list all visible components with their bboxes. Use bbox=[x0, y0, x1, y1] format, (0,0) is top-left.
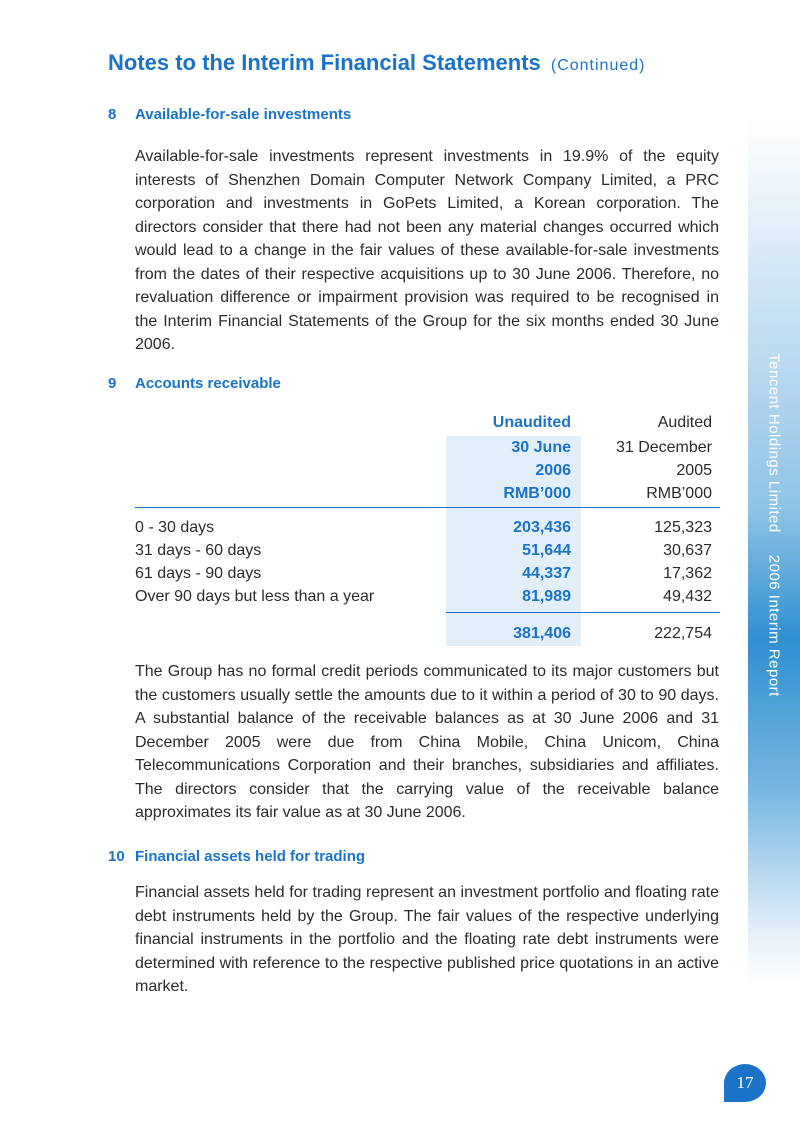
section-9-title: Accounts receivable bbox=[135, 375, 281, 392]
col-2006-year: 2006 bbox=[535, 462, 571, 479]
col-2006-unit: RMB’000 bbox=[503, 485, 571, 502]
table-row-2006-value: 44,337 bbox=[522, 565, 571, 582]
table-row-label: 0 - 30 days bbox=[135, 519, 215, 536]
col-2006-status: Unaudited bbox=[492, 414, 571, 431]
section-8-title: Available-for-sale investments bbox=[135, 106, 352, 123]
section-8-number: 8 bbox=[108, 106, 117, 123]
section-9-paragraph: The Group has no formal credit periods communicated to its major customers but the customers usually settle the amounts due to it within a period of 30 to 90 days. A substantial balance of the receivable balances as at 30 June 2006 and 31 December 2005 were due from China Mobile, China Unicom, China Telecommunications Corporation and their branches, subsidiaries and affiliates. The directors consider that the carrying value of the receivable balance approximates its fair value as at 30 June 2006. bbox=[135, 663, 719, 821]
page-title-continued: (Continued) bbox=[550, 57, 646, 74]
table-row-label: Over 90 days but less than a year bbox=[135, 588, 375, 605]
table-total-2005: 222,754 bbox=[654, 625, 712, 642]
section-10-title: Financial assets held for trading bbox=[135, 848, 366, 865]
col-2005-status: Audited bbox=[657, 414, 712, 431]
col-2005-unit: RMB’000 bbox=[646, 485, 712, 502]
section-9-number: 9 bbox=[108, 375, 117, 392]
table-row-2005-value: 30,637 bbox=[663, 542, 712, 559]
table-row-2006-value: 81,989 bbox=[522, 588, 571, 605]
col-2005-date: 31 December bbox=[615, 439, 712, 456]
table-total-2006: 381,406 bbox=[513, 625, 571, 642]
section-10-paragraph: Financial assets held for trading represent an investment portfolio and floating rate debt instruments held by the Group. The fair values of the respective underlying financial instruments in the portfolio and the floating rate debt instruments were determined with reference to the respective published price quotations in an active market. bbox=[135, 884, 719, 995]
section-10-number: 10 bbox=[108, 848, 125, 865]
side-report-name: 2006 Interim Report bbox=[765, 554, 783, 697]
table-row-label: 31 days - 60 days bbox=[135, 542, 262, 559]
table-row-2006-value: 203,436 bbox=[513, 519, 571, 536]
table-total-rule bbox=[446, 612, 720, 613]
page-title-text: Notes to the Interim Financial Statements bbox=[108, 50, 541, 75]
page-number: 17 bbox=[736, 1073, 754, 1092]
col-2006-date: 30 June bbox=[511, 439, 571, 456]
table-row-label: 61 days - 90 days bbox=[135, 565, 262, 582]
table-row-2005-value: 125,323 bbox=[654, 519, 712, 536]
table-row-2006-value: 51,644 bbox=[522, 542, 571, 559]
page-title bbox=[108, 50, 645, 76]
col-2005-year: 2005 bbox=[676, 462, 712, 479]
page-number-badge bbox=[724, 1064, 766, 1102]
side-running-title bbox=[766, 353, 783, 697]
table-header-rule bbox=[135, 507, 720, 508]
table-row-2005-value: 17,362 bbox=[663, 565, 712, 582]
section-8-paragraph: Available-for-sale investments represent investments in 19.9% of the equity interests of Shenzhen Domain Computer Network Company Limited, a PRC corporation and investments in GoPets Limited, a Korean corporation. The directors consider that there had not been any material changes occurred which would lead to a change in the fair values of these available-for-sale investments from the dates of their respective acquisitions up to 30 June 2006. Therefore, no revaluation difference or impairment provision was required to be recognised in the Interim Financial Statements of the Group for the six months ended 30 June 2006. bbox=[135, 148, 719, 353]
table-row-2005-value: 49,432 bbox=[663, 588, 712, 605]
side-company-name: Tencent Holdings Limited bbox=[765, 353, 783, 533]
